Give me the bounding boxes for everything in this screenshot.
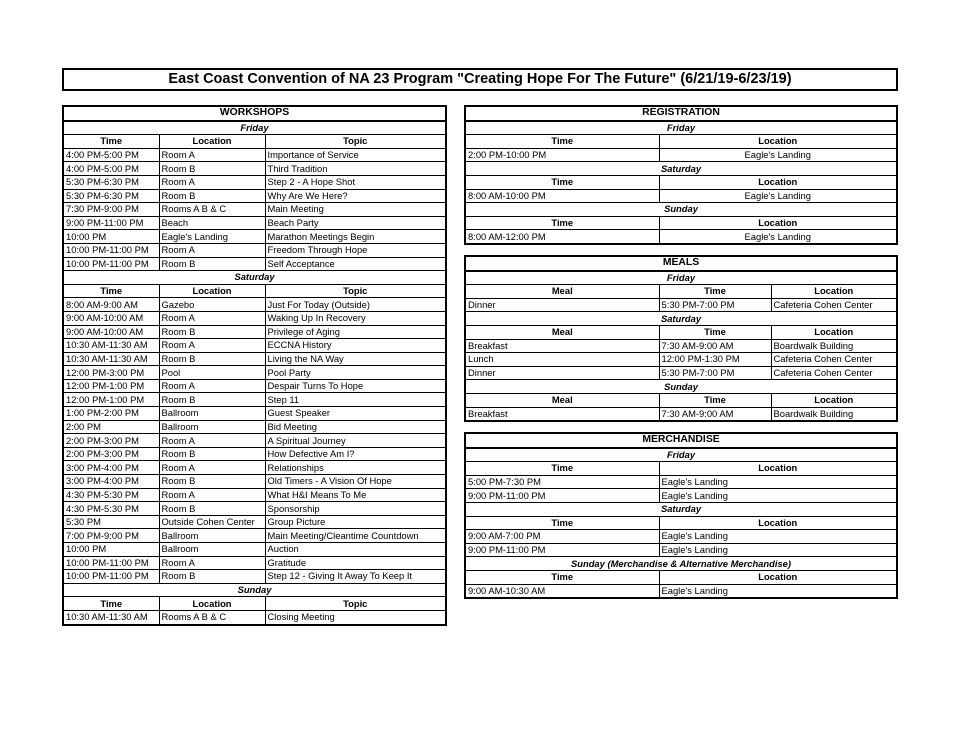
workshop-row: [63, 434, 446, 448]
workshop-cell-topic: Privilege of Aging: [265, 325, 446, 339]
workshop-cell-location: Room A: [159, 175, 265, 189]
workshop-cell-topic: Just For Today (Outside): [265, 298, 446, 312]
registration-header-location: Location: [659, 216, 897, 230]
meal-cell-location: Boardwalk Building: [771, 339, 897, 353]
workshop-cell-topic: Auction: [265, 543, 446, 557]
workshop-cell-topic: Step 2 - A Hope Shot: [265, 175, 446, 189]
workshop-cell-location: Room B: [159, 502, 265, 516]
meal-day-label: [465, 271, 897, 285]
workshop-header-topic: Topic: [265, 597, 446, 611]
merchandise-day-label: [465, 502, 897, 516]
workshop-cell-location: Room A: [159, 434, 265, 448]
merchandise-table: [464, 432, 898, 599]
workshop-cell-topic: Bid Meeting: [265, 420, 446, 434]
merchandise-day-cell: Saturday: [465, 502, 897, 516]
workshop-cell-location: Room A: [159, 311, 265, 325]
merchandise-day-cell: Friday: [465, 448, 897, 462]
merchandise-day-label: [465, 557, 897, 571]
merchandise-header-time: Time: [465, 570, 659, 584]
merchandise-cell-location: Eagle's Landing: [659, 489, 897, 503]
workshop-cell-topic: Freedom Through Hope: [265, 243, 446, 257]
workshop-cell-time: 9:00 PM-11:00 PM: [63, 216, 159, 230]
workshop-header-location: Location: [159, 597, 265, 611]
workshop-cell-location: Room B: [159, 162, 265, 176]
registration-heading-cell: REGISTRATION: [465, 106, 897, 121]
workshop-day-label: [63, 583, 446, 597]
meal-header-location: Location: [771, 325, 897, 339]
workshop-cell-time: 7:30 PM-9:00 PM: [63, 203, 159, 217]
meal-cell-time: 12:00 PM-1:30 PM: [659, 353, 771, 367]
workshop-cell-location: Ballroom: [159, 529, 265, 543]
workshop-cell-location: Rooms A B & C: [159, 203, 265, 217]
workshop-cell-topic: How Defective Am I?: [265, 447, 446, 461]
workshop-cell-location: Pool: [159, 366, 265, 380]
workshop-cell-topic: What H&I Means To Me: [265, 488, 446, 502]
registration-header-time: Time: [465, 135, 659, 149]
workshop-cell-time: 2:00 PM: [63, 420, 159, 434]
workshop-row: [63, 230, 446, 244]
merchandise-cell-location: Eagle's Landing: [659, 584, 897, 598]
meal-heading: [465, 256, 897, 271]
meal-cell-location: Cafeteria Cohen Center: [771, 353, 897, 367]
workshop-row: [63, 515, 446, 529]
page-title: East Coast Convention of NA 23 Program "Creating Hope For The Future" (6/21/19-6/23/19): [62, 68, 898, 91]
workshop-cell-location: Beach: [159, 216, 265, 230]
workshop-cell-time: 2:00 PM-3:00 PM: [63, 434, 159, 448]
workshop-cell-topic: Step 11: [265, 393, 446, 407]
workshop-cell-topic: Despair Turns To Hope: [265, 379, 446, 393]
workshop-row: [63, 203, 446, 217]
workshop-row: [63, 543, 446, 557]
registration-day-label: [465, 162, 897, 176]
merchandise-row: [465, 530, 897, 544]
meal-header-time: Time: [659, 325, 771, 339]
merchandise-row: [465, 584, 897, 598]
workshop-cell-time: 3:00 PM-4:00 PM: [63, 475, 159, 489]
workshop-cell-time: 9:00 AM-10:00 AM: [63, 311, 159, 325]
workshop-cell-location: Ballroom: [159, 420, 265, 434]
registration-day-label: [465, 121, 897, 135]
registration-day-label: [465, 203, 897, 217]
merchandise-cell-time: 9:00 PM-11:00 PM: [465, 489, 659, 503]
meal-heading-cell: MEALS: [465, 256, 897, 271]
workshop-cell-topic: Living the NA Way: [265, 352, 446, 366]
workshop-cell-location: Room B: [159, 189, 265, 203]
workshop-row: [63, 407, 446, 421]
workshop-row: [63, 257, 446, 271]
meal-cell-meal: Breakfast: [465, 407, 659, 421]
meal-column-headers: [465, 285, 897, 299]
workshop-column-headers: [63, 135, 446, 149]
workshop-column-headers: [63, 284, 446, 298]
workshop-row: [63, 298, 446, 312]
workshop-row: [63, 216, 446, 230]
workshop-header-topic: Topic: [265, 284, 446, 298]
workshop-cell-topic: Old Timers - A Vision Of Hope: [265, 475, 446, 489]
meals-table: [464, 255, 898, 422]
meal-day-cell: Sunday: [465, 380, 897, 394]
workshop-cell-topic: Group Picture: [265, 515, 446, 529]
workshop-cell-time: 10:30 AM-11:30 AM: [63, 339, 159, 353]
workshop-cell-time: 5:30 PM-6:30 PM: [63, 175, 159, 189]
workshop-cell-time: 5:30 PM-6:30 PM: [63, 189, 159, 203]
meal-column-headers: [465, 325, 897, 339]
workshop-cell-time: 7:00 PM-9:00 PM: [63, 529, 159, 543]
workshop-cell-time: 1:00 PM-2:00 PM: [63, 407, 159, 421]
workshop-cell-time: 10:00 PM: [63, 230, 159, 244]
workshop-row: [63, 339, 446, 353]
workshop-cell-location: Rooms A B & C: [159, 610, 265, 624]
meal-column-headers: [465, 393, 897, 407]
meal-header-time: Time: [659, 393, 771, 407]
merchandise-day-cell: Sunday (Merchandise & Alternative Merchandise): [465, 557, 897, 571]
workshop-cell-topic: Main Meeting/Cleantime Countdown: [265, 529, 446, 543]
workshop-cell-topic: Sponsorship: [265, 502, 446, 516]
registration-cell-location: Eagle's Landing: [659, 230, 897, 244]
workshop-cell-time: 12:00 PM-3:00 PM: [63, 366, 159, 380]
meal-row: [465, 298, 897, 312]
workshop-cell-location: Room A: [159, 379, 265, 393]
workshop-cell-time: 9:00 AM-10:00 AM: [63, 325, 159, 339]
workshop-cell-location: Room B: [159, 475, 265, 489]
merchandise-row: [465, 489, 897, 503]
workshop-day-label: [63, 271, 446, 285]
workshop-cell-location: Ballroom: [159, 543, 265, 557]
registration-cell-time: 2:00 PM-10:00 PM: [465, 148, 659, 162]
registration-table: [464, 105, 898, 245]
workshop-header-time: Time: [63, 135, 159, 149]
registration-day-cell: Friday: [465, 121, 897, 135]
registration-row: [465, 230, 897, 244]
workshop-cell-topic: Pool Party: [265, 366, 446, 380]
workshop-row: [63, 570, 446, 584]
registration-cell-location: Eagle's Landing: [659, 189, 897, 203]
workshop-cell-topic: ECCNA History: [265, 339, 446, 353]
workshop-cell-time: 4:00 PM-5:00 PM: [63, 148, 159, 162]
workshop-cell-topic: Third Tradition: [265, 162, 446, 176]
workshop-day-cell: Saturday: [63, 271, 446, 285]
merchandise-header-time: Time: [465, 516, 659, 530]
workshop-cell-time: 4:00 PM-5:00 PM: [63, 162, 159, 176]
workshop-cell-time: 10:00 PM-11:00 PM: [63, 556, 159, 570]
workshop-cell-time: 10:30 AM-11:30 AM: [63, 610, 159, 624]
workshop-cell-time: 4:30 PM-5:30 PM: [63, 502, 159, 516]
merchandise-heading: [465, 433, 897, 448]
registration-header-location: Location: [659, 135, 897, 149]
workshop-cell-time: 10:00 PM: [63, 543, 159, 557]
workshop-cell-topic: Importance of Service: [265, 148, 446, 162]
workshop-cell-location: Outside Cohen Center: [159, 515, 265, 529]
meal-cell-time: 7:30 AM-9:00 AM: [659, 339, 771, 353]
meal-cell-location: Boardwalk Building: [771, 407, 897, 421]
workshop-cell-location: Room B: [159, 325, 265, 339]
workshop-row: [63, 379, 446, 393]
registration-cell-time: 8:00 AM-10:00 PM: [465, 189, 659, 203]
registration-header-location: Location: [659, 175, 897, 189]
workshop-row: [63, 393, 446, 407]
workshop-row: [63, 556, 446, 570]
registration-column-headers: [465, 175, 897, 189]
merchandise-column-headers: [465, 570, 897, 584]
merchandise-header-location: Location: [659, 516, 897, 530]
merchandise-header-time: Time: [465, 462, 659, 476]
workshop-header-time: Time: [63, 284, 159, 298]
workshop-cell-time: 10:30 AM-11:30 AM: [63, 352, 159, 366]
registration-header-time: Time: [465, 175, 659, 189]
meal-cell-meal: Lunch: [465, 353, 659, 367]
workshop-row: [63, 420, 446, 434]
workshop-row: [63, 311, 446, 325]
workshop-day-label: [63, 121, 446, 135]
workshop-heading-cell: WORKSHOPS: [63, 106, 446, 121]
workshop-cell-location: Room B: [159, 393, 265, 407]
merchandise-cell-location: Eagle's Landing: [659, 543, 897, 557]
workshop-cell-location: Room B: [159, 447, 265, 461]
merchandise-row: [465, 543, 897, 557]
workshop-cell-location: Room B: [159, 257, 265, 271]
workshop-day-cell: Friday: [63, 121, 446, 135]
workshop-header-location: Location: [159, 135, 265, 149]
registration-row: [465, 148, 897, 162]
merchandise-heading-cell: MERCHANDISE: [465, 433, 897, 448]
workshop-cell-topic: Waking Up In Recovery: [265, 311, 446, 325]
registration-header-time: Time: [465, 216, 659, 230]
registration-column-headers: [465, 135, 897, 149]
workshop-row: [63, 325, 446, 339]
workshop-row: [63, 243, 446, 257]
workshop-header-time: Time: [63, 597, 159, 611]
workshop-row: [63, 610, 446, 624]
registration-cell-location: Eagle's Landing: [659, 148, 897, 162]
workshop-cell-location: Room A: [159, 339, 265, 353]
workshop-cell-time: 12:00 PM-1:00 PM: [63, 393, 159, 407]
workshop-cell-topic: Guest Speaker: [265, 407, 446, 421]
workshop-cell-topic: Closing Meeting: [265, 610, 446, 624]
workshop-cell-location: Room A: [159, 148, 265, 162]
meal-cell-meal: Dinner: [465, 298, 659, 312]
workshop-cell-topic: Marathon Meetings Begin: [265, 230, 446, 244]
workshop-cell-topic: Main Meeting: [265, 203, 446, 217]
registration-row: [465, 189, 897, 203]
meal-header-location: Location: [771, 393, 897, 407]
meal-cell-meal: Dinner: [465, 366, 659, 380]
merchandise-column-headers: [465, 462, 897, 476]
registration-day-cell: Saturday: [465, 162, 897, 176]
workshop-cell-topic: Step 12 - Giving It Away To Keep It: [265, 570, 446, 584]
meal-cell-time: 7:30 AM-9:00 AM: [659, 407, 771, 421]
workshop-cell-location: Room A: [159, 243, 265, 257]
merchandise-header-location: Location: [659, 570, 897, 584]
workshop-cell-time: 3:00 PM-4:00 PM: [63, 461, 159, 475]
workshop-row: [63, 366, 446, 380]
merchandise-cell-time: 5:00 PM-7:30 PM: [465, 475, 659, 489]
workshop-cell-time: 4:30 PM-5:30 PM: [63, 488, 159, 502]
workshop-heading: [63, 106, 446, 121]
merchandise-cell-time: 9:00 AM-10:30 AM: [465, 584, 659, 598]
meal-header-meal: Meal: [465, 393, 659, 407]
workshop-cell-topic: Self Acceptance: [265, 257, 446, 271]
registration-column-headers: [465, 216, 897, 230]
workshop-row: [63, 189, 446, 203]
merchandise-cell-time: 9:00 PM-11:00 PM: [465, 543, 659, 557]
workshop-cell-location: Gazebo: [159, 298, 265, 312]
workshop-cell-location: Room A: [159, 556, 265, 570]
workshop-cell-topic: Relationships: [265, 461, 446, 475]
meal-cell-location: Cafeteria Cohen Center: [771, 366, 897, 380]
meal-row: [465, 353, 897, 367]
workshop-cell-time: 5:30 PM: [63, 515, 159, 529]
meal-header-meal: Meal: [465, 285, 659, 299]
workshop-cell-location: Room A: [159, 488, 265, 502]
registration-day-cell: Sunday: [465, 203, 897, 217]
workshops-table: [62, 105, 447, 626]
meal-day-cell: Friday: [465, 271, 897, 285]
workshop-cell-location: Room A: [159, 461, 265, 475]
meal-row: [465, 407, 897, 421]
meal-day-cell: Saturday: [465, 312, 897, 326]
registration-heading: [465, 106, 897, 121]
workshop-cell-time: 10:00 PM-11:00 PM: [63, 257, 159, 271]
meal-row: [465, 366, 897, 380]
meal-cell-location: Cafeteria Cohen Center: [771, 298, 897, 312]
meal-header-time: Time: [659, 285, 771, 299]
workshop-row: [63, 148, 446, 162]
workshop-row: [63, 529, 446, 543]
workshop-cell-location: Room B: [159, 570, 265, 584]
meal-header-meal: Meal: [465, 325, 659, 339]
workshop-row: [63, 352, 446, 366]
registration-cell-time: 8:00 AM-12:00 PM: [465, 230, 659, 244]
meal-cell-time: 5:30 PM-7:00 PM: [659, 366, 771, 380]
workshop-row: [63, 502, 446, 516]
merchandise-row: [465, 475, 897, 489]
workshop-column-headers: [63, 597, 446, 611]
workshop-header-topic: Topic: [265, 135, 446, 149]
workshop-cell-time: 8:00 AM-9:00 AM: [63, 298, 159, 312]
workshop-cell-topic: Gratitude: [265, 556, 446, 570]
workshop-row: [63, 461, 446, 475]
merchandise-cell-location: Eagle's Landing: [659, 475, 897, 489]
workshop-cell-location: Ballroom: [159, 407, 265, 421]
meal-header-location: Location: [771, 285, 897, 299]
meal-row: [465, 339, 897, 353]
workshop-day-cell: Sunday: [63, 583, 446, 597]
workshop-row: [63, 447, 446, 461]
merchandise-header-location: Location: [659, 462, 897, 476]
merchandise-cell-time: 9:00 AM-7:00 PM: [465, 530, 659, 544]
workshop-row: [63, 175, 446, 189]
meal-day-label: [465, 312, 897, 326]
workshop-cell-time: 10:00 PM-11:00 PM: [63, 570, 159, 584]
merchandise-column-headers: [465, 516, 897, 530]
workshop-cell-time: 10:00 PM-11:00 PM: [63, 243, 159, 257]
workshop-cell-time: 2:00 PM-3:00 PM: [63, 447, 159, 461]
merchandise-cell-location: Eagle's Landing: [659, 530, 897, 544]
merchandise-day-label: [465, 448, 897, 462]
workshop-cell-time: 12:00 PM-1:00 PM: [63, 379, 159, 393]
workshop-cell-topic: Beach Party: [265, 216, 446, 230]
meal-cell-time: 5:30 PM-7:00 PM: [659, 298, 771, 312]
workshop-header-location: Location: [159, 284, 265, 298]
meal-day-label: [465, 380, 897, 394]
workshop-cell-location: Room B: [159, 352, 265, 366]
meal-cell-meal: Breakfast: [465, 339, 659, 353]
workshop-row: [63, 162, 446, 176]
workshop-row: [63, 488, 446, 502]
workshop-cell-location: Eagle's Landing: [159, 230, 265, 244]
workshop-cell-topic: Why Are We Here?: [265, 189, 446, 203]
workshop-row: [63, 475, 446, 489]
workshop-cell-topic: A Spiritual Journey: [265, 434, 446, 448]
